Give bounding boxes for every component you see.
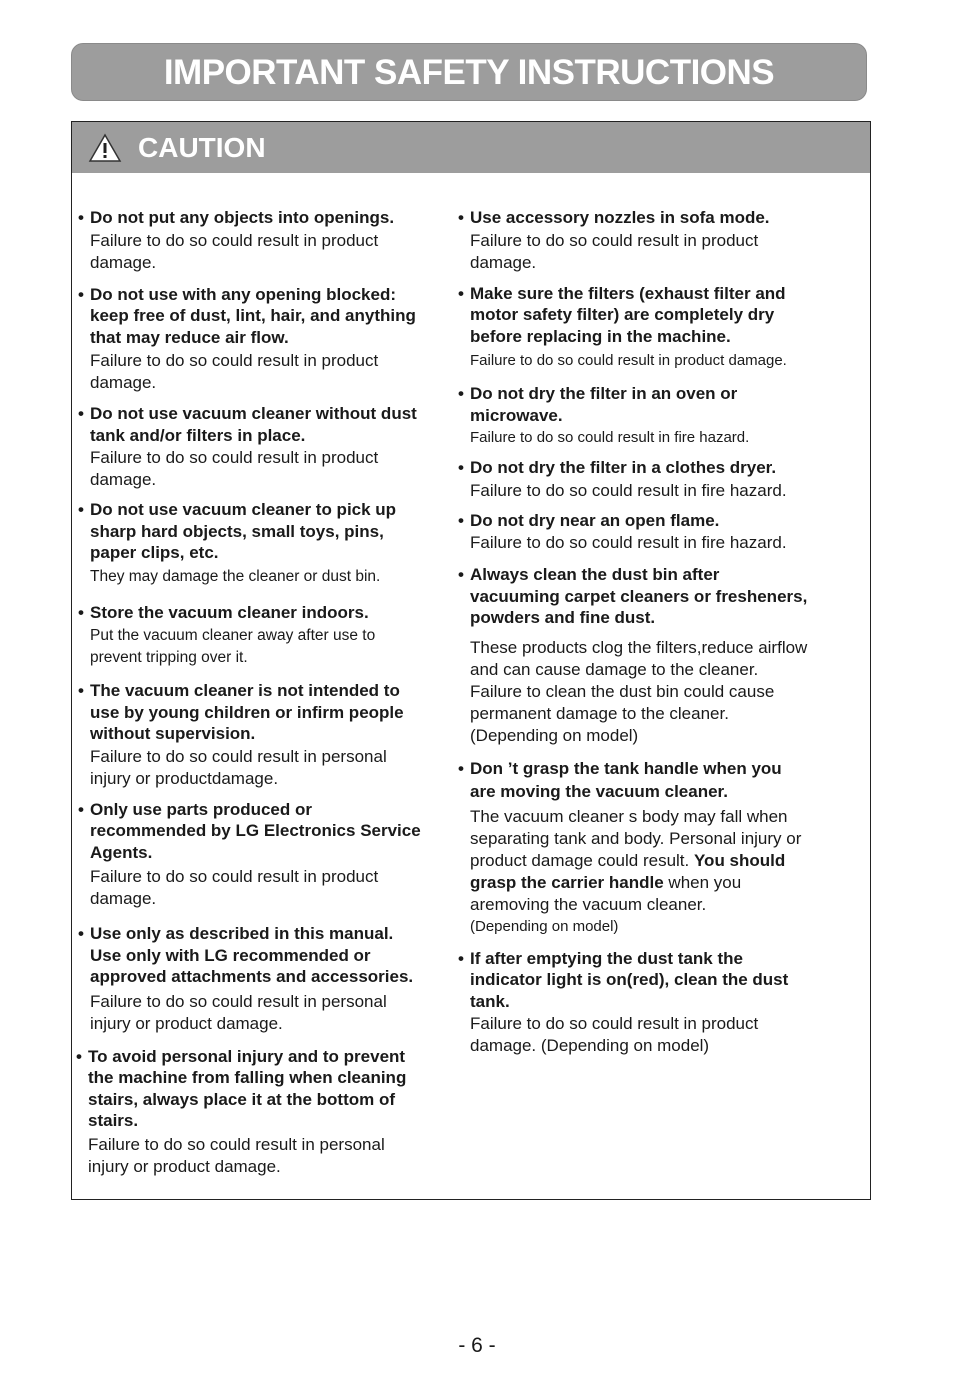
page-title-banner xyxy=(71,43,867,101)
item-body: Failure to do so could result in personal injury or product damage. xyxy=(90,991,387,1033)
item-body: Put the vacuum cleaner away after use to prevent tripping over it. xyxy=(90,627,376,666)
item-title: • Store the vacuum cleaner indoors. xyxy=(78,602,422,624)
caution-section xyxy=(71,121,871,1200)
item-body: Failure to do so could result in product damage. xyxy=(90,230,379,272)
item-title: • Use only as described in this manual. Use only with LG recommended or approved attachments and accessories. xyxy=(78,923,422,988)
item-body: Failure to do so could result in product damage. (Depending on model) xyxy=(470,1014,759,1055)
item-body: Failure to do so could result in product damage. xyxy=(470,352,787,369)
list-item xyxy=(78,680,422,790)
warning-triangle-icon xyxy=(88,133,122,163)
list-item xyxy=(76,1046,422,1178)
list-item xyxy=(78,799,422,911)
item-body-note: (Depending on model) xyxy=(470,917,619,935)
item-body-emphasis: You should grasp the carrier handle xyxy=(470,850,786,892)
item-body: These products clog the filters,reduce airflow and can cause damage to the cleaner. Failure to clean the dust bin could cause permanent damage to the cleaner. (Depending on model) xyxy=(470,637,808,745)
list-item xyxy=(458,383,808,449)
list-item xyxy=(78,499,422,588)
item-title: • Do not use vacuum cleaner to pick up sharp hard objects, small toys, pins, paper clips, etc. xyxy=(78,499,422,564)
item-title: • The vacuum cleaner is not intended to use by young children or infirm people without supervision. xyxy=(78,680,422,745)
list-item xyxy=(458,207,808,274)
item-body: Failure to do so could result in personal injury or productdamage. xyxy=(90,746,387,788)
item-title: • To avoid personal injury and to prevent the machine from falling when cleaning stairs, always place it at the bottom of stairs. xyxy=(76,1046,422,1132)
item-title: • Don ’t grasp the tank handle when you are moving the vacuum cleaner. xyxy=(458,757,808,803)
list-item xyxy=(458,564,808,747)
item-title: • Make sure the filters (exhaust filter and motor safety filter) are completely dry before replacing in the machine. xyxy=(458,283,808,348)
item-body xyxy=(458,806,808,938)
item-body: Failure to do so could result in fire hazard. xyxy=(470,480,787,500)
item-title: • Do not use with any opening blocked: keep free of dust, lint, hair, and anything that may reduce air flow. xyxy=(78,284,422,349)
item-title: • Do not dry the filter in an oven or microwave. xyxy=(458,383,808,426)
right-column xyxy=(458,207,808,1057)
item-title: • Do not dry the filter in a clothes dryer. xyxy=(458,457,808,479)
list-item xyxy=(78,284,422,395)
item-body: Failure to do so could result in product damage. xyxy=(470,230,759,272)
list-item xyxy=(78,923,422,1035)
item-body: Failure to do so could result in product damage. xyxy=(90,351,379,392)
page-number: - 6 - xyxy=(458,1334,496,1357)
item-title: • Do not use vacuum cleaner without dust tank and/or filters in place. xyxy=(78,403,422,446)
list-item xyxy=(458,948,808,1058)
item-body: Failure to do so could result in product damage. xyxy=(90,867,379,908)
item-body-text: The vacuum cleaner s body may fall when separating tank and body. Personal injury or product damage could result. xyxy=(470,806,802,870)
caution-title: CAUTION xyxy=(138,132,266,163)
item-body: Failure to do so could result in personal injury or product damage. xyxy=(88,1134,385,1176)
list-item xyxy=(78,602,422,670)
list-item xyxy=(78,207,422,274)
caution-header xyxy=(72,122,870,173)
item-title: • Do not put any objects into openings. xyxy=(78,207,422,229)
item-body: Failure to do so could result in product damage. xyxy=(90,448,379,489)
item-title: • Only use parts produced or recommended by LG Electronics Service Agents. xyxy=(78,799,422,864)
item-body: They may damage the cleaner or dust bin. xyxy=(90,567,381,585)
item-title: • Use accessory nozzles in sofa mode. xyxy=(458,207,808,229)
list-item xyxy=(458,283,808,373)
page-title: IMPORTANT SAFETY INSTRUCTIONS xyxy=(163,53,775,92)
item-body: Failure to do so could result in fire hazard. xyxy=(470,429,750,446)
item-title: • Do not dry near an open flame. xyxy=(458,510,808,532)
list-item xyxy=(458,757,808,938)
item-title: • If after emptying the dust tank the indicator light is on(red), clean the dust tank. xyxy=(458,948,808,1013)
list-item xyxy=(78,403,422,491)
left-column xyxy=(78,207,422,1178)
item-body: Failure to do so could result in fire hazard. xyxy=(470,533,787,552)
item-title: • Always clean the dust bin after vacuuming carpet cleaners or fresheners, powders and fine dust. xyxy=(458,564,808,629)
list-item xyxy=(458,510,808,555)
item-body-text: when you aremoving the vacuum cleaner. xyxy=(470,872,742,914)
list-item xyxy=(458,457,808,502)
